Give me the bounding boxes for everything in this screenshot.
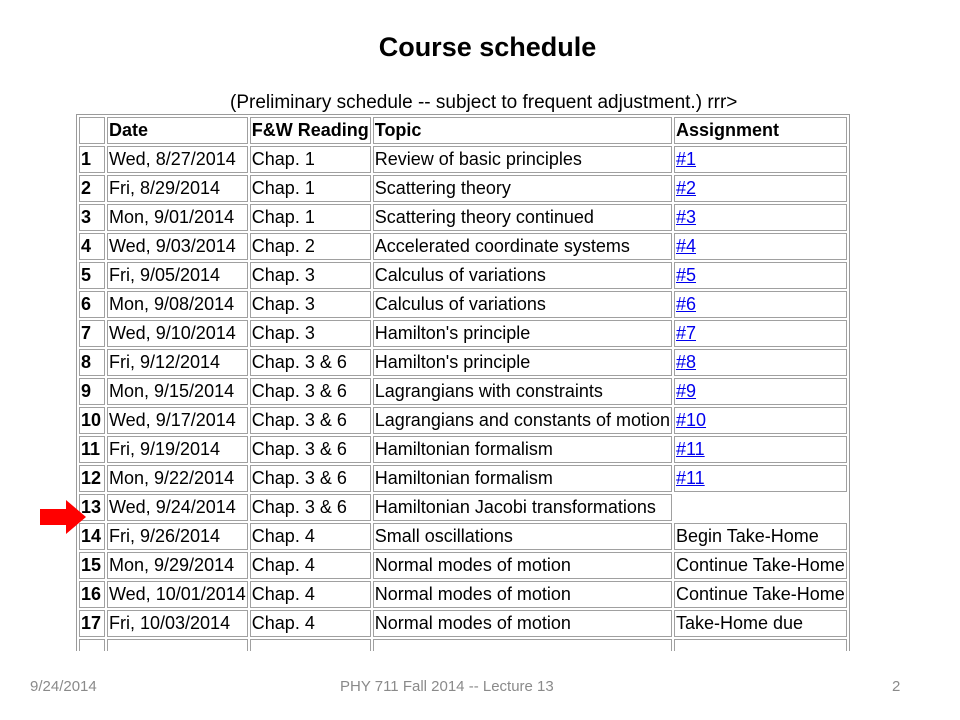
cell-num: 13 [79, 494, 105, 521]
cell-topic: Small oscillations [373, 523, 672, 550]
cell-topic: Hamilton's principle [373, 349, 672, 376]
cell-reading: Chap. 3 [250, 262, 371, 289]
table-row-current [79, 494, 847, 521]
cell-num: 3 [79, 204, 105, 231]
table-row [79, 523, 847, 550]
cell-num: 4 [79, 233, 105, 260]
cell-assignment [674, 233, 847, 260]
header-topic: Topic [373, 117, 672, 144]
header-num [79, 117, 105, 144]
cell-num: 5 [79, 262, 105, 289]
assignment-link[interactable]: #6 [675, 294, 697, 314]
table-row [79, 204, 847, 231]
assignment-link[interactable]: #9 [675, 381, 697, 401]
cell-num: 14 [79, 523, 105, 550]
cell-reading: Chap. 3 & 6 [250, 378, 371, 405]
cell-topic: Hamiltonian Jacobi transformations [373, 494, 672, 521]
cell-topic [373, 639, 672, 651]
cell-num: 6 [79, 291, 105, 318]
cell-num: 7 [79, 320, 105, 347]
cell-topic: Accelerated coordinate systems [373, 233, 672, 260]
cell-assignment [674, 175, 847, 202]
cell-topic: Hamiltonian formalism [373, 436, 672, 463]
cell-topic: Review of basic principles [373, 146, 672, 173]
table-row [79, 581, 847, 608]
cell-num: 11 [79, 436, 105, 463]
footer-course: PHY 711 Fall 2014 -- Lecture 13 [340, 678, 554, 695]
cell-assignment [674, 494, 847, 521]
header-assignment: Assignment [674, 117, 847, 144]
cell-date: Wed, 10/01/2014 [107, 581, 248, 608]
page-title: Course schedule [378, 32, 597, 62]
cell-topic: Normal modes of motion [373, 581, 672, 608]
cell-reading: Chap. 3 & 6 [250, 349, 371, 376]
cell-assignment [674, 320, 847, 347]
cell-assignment [674, 407, 847, 434]
cell-num: 16 [79, 581, 105, 608]
cell-num [79, 639, 105, 651]
cell-num: 2 [79, 175, 105, 202]
assignment-link[interactable]: #4 [675, 236, 697, 256]
cell-num: 15 [79, 552, 105, 579]
cell-date: Wed, 9/10/2014 [107, 320, 248, 347]
cell-num: 12 [79, 465, 105, 492]
footer-page-number: 2 [892, 678, 901, 695]
assignment-link[interactable]: #1 [675, 149, 697, 169]
current-lecture-arrow-icon [40, 500, 86, 534]
header-date: Date [107, 117, 248, 144]
table-row [79, 552, 847, 579]
cell-date: Wed, 9/24/2014 [107, 494, 248, 521]
cell-date: Wed, 9/03/2014 [107, 233, 248, 260]
table-row [79, 233, 847, 260]
table-row [79, 320, 847, 347]
cell-assignment [674, 639, 847, 651]
cell-assignment: Take-Home due [674, 610, 847, 637]
table-row [79, 610, 847, 637]
cell-assignment [674, 262, 847, 289]
cell-assignment [674, 204, 847, 231]
table-header-row [79, 117, 847, 144]
cell-reading: Chap. 3 & 6 [250, 494, 371, 521]
cell-reading: Chap. 3 & 6 [250, 407, 371, 434]
table-row [79, 291, 847, 318]
table-row [79, 639, 847, 651]
cell-topic: Lagrangians and constants of motion [373, 407, 672, 434]
assignment-link[interactable]: #2 [675, 178, 697, 198]
cell-reading: Chap. 1 [250, 175, 371, 202]
cell-reading: Chap. 1 [250, 146, 371, 173]
cell-reading: Chap. 3 [250, 320, 371, 347]
cell-date: Fri, 9/26/2014 [107, 523, 248, 550]
cell-num: 8 [79, 349, 105, 376]
cell-num: 9 [79, 378, 105, 405]
cell-topic: Hamilton's principle [373, 320, 672, 347]
cell-assignment [674, 436, 847, 463]
cell-date: Fri, 8/29/2014 [107, 175, 248, 202]
cell-date [107, 639, 248, 651]
table-row [79, 175, 847, 202]
cell-reading: Chap. 4 [250, 610, 371, 637]
cell-assignment [674, 146, 847, 173]
table-row [79, 262, 847, 289]
schedule-table [76, 114, 850, 651]
cell-topic: Lagrangians with constraints [373, 378, 672, 405]
cell-reading: Chap. 4 [250, 523, 371, 550]
schedule-table-viewport[interactable] [76, 114, 900, 651]
cell-assignment: Begin Take-Home [674, 523, 847, 550]
cell-reading: Chap. 3 [250, 291, 371, 318]
cell-date: Wed, 9/17/2014 [107, 407, 248, 434]
cell-reading: Chap. 3 & 6 [250, 465, 371, 492]
cell-topic: Hamiltonian formalism [373, 465, 672, 492]
cell-date: Wed, 8/27/2014 [107, 146, 248, 173]
assignment-link[interactable]: #10 [675, 410, 707, 430]
cell-date: Fri, 9/12/2014 [107, 349, 248, 376]
cell-reading: Chap. 4 [250, 581, 371, 608]
cell-topic: Scattering theory [373, 175, 672, 202]
cell-assignment [674, 378, 847, 405]
cell-date: Mon, 9/22/2014 [107, 465, 248, 492]
cell-topic: Normal modes of motion [373, 552, 672, 579]
cell-assignment [674, 465, 847, 492]
cell-date: Mon, 9/29/2014 [107, 552, 248, 579]
cell-reading [250, 639, 371, 651]
cell-assignment [674, 349, 847, 376]
cell-topic: Calculus of variations [373, 291, 672, 318]
cell-topic: Calculus of variations [373, 262, 672, 289]
assignment-link[interactable]: #11 [675, 439, 705, 459]
footer-date: 9/24/2014 [30, 678, 97, 695]
assignment-link[interactable]: #11 [675, 468, 705, 488]
cell-num: 10 [79, 407, 105, 434]
table-row [79, 407, 847, 434]
cell-reading: Chap. 2 [250, 233, 371, 260]
cell-date: Fri, 9/19/2014 [107, 436, 248, 463]
cell-topic: Scattering theory continued [373, 204, 672, 231]
cell-date: Mon, 9/01/2014 [107, 204, 248, 231]
table-row [79, 146, 847, 173]
cell-date: Fri, 9/05/2014 [107, 262, 248, 289]
cell-assignment: Continue Take-Home [674, 581, 847, 608]
cell-date: Mon, 9/08/2014 [107, 291, 248, 318]
assignment-link[interactable]: #8 [675, 352, 697, 372]
cell-date: Mon, 9/15/2014 [107, 378, 248, 405]
cell-assignment [674, 291, 847, 318]
cell-date: Fri, 10/03/2014 [107, 610, 248, 637]
schedule-caption: (Preliminary schedule -- subject to frequent adjustment.) rrr> [230, 92, 738, 113]
cell-reading: Chap. 3 & 6 [250, 436, 371, 463]
table-row [79, 349, 847, 376]
table-row [79, 436, 847, 463]
assignment-link[interactable]: #5 [675, 265, 697, 285]
cell-topic: Normal modes of motion [373, 610, 672, 637]
cell-num: 1 [79, 146, 105, 173]
cell-reading: Chap. 1 [250, 204, 371, 231]
cell-num: 17 [79, 610, 105, 637]
assignment-link[interactable]: #7 [675, 323, 697, 343]
cell-reading: Chap. 4 [250, 552, 371, 579]
schedule-body [79, 146, 847, 651]
header-reading: F&W Reading [250, 117, 371, 144]
cell-assignment: Continue Take-Home [674, 552, 847, 579]
table-row [79, 378, 847, 405]
assignment-link[interactable]: #3 [675, 207, 697, 227]
table-row [79, 465, 847, 492]
